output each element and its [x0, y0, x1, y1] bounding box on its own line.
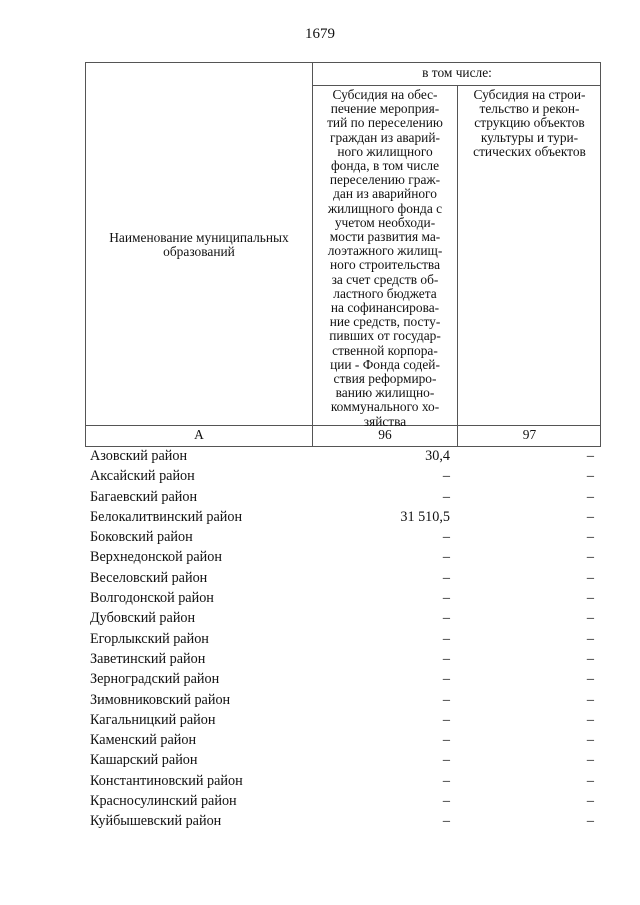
row-value-97: –	[586, 691, 594, 708]
row-value-96: –	[442, 610, 450, 627]
row-name: Зимовниковский район	[90, 691, 231, 708]
row-value-96: –	[442, 671, 450, 688]
row-value-96: –	[442, 529, 450, 546]
row-value-96: –	[442, 650, 450, 667]
row-value-96: –	[442, 569, 450, 586]
table-row	[90, 608, 600, 628]
row-value-97: –	[586, 529, 594, 546]
table-row	[90, 730, 600, 750]
row-name: Заветинский район	[90, 650, 206, 667]
row-name: Дубовский район	[90, 610, 196, 627]
row-name: Каменский район	[90, 732, 197, 749]
index-97: 97	[522, 427, 537, 442]
row-value-96: –	[442, 468, 450, 485]
table-body	[90, 446, 600, 832]
row-value-97: –	[586, 590, 594, 607]
row-value-96: –	[442, 732, 450, 749]
table-row	[90, 568, 600, 588]
row-name: Веселовский район	[90, 569, 208, 586]
index-name: А	[194, 427, 204, 442]
row-name: Азовский район	[90, 448, 188, 464]
header-divider-group	[312, 85, 601, 86]
header-name-col: Наименование муниципальных образований	[109, 230, 289, 260]
row-name: Кагальницкий район	[90, 711, 216, 728]
row-value-96: –	[442, 488, 450, 505]
table-row	[90, 649, 600, 669]
row-value-96: 31 510,5	[400, 508, 450, 525]
row-name: Белокалитвинский район	[90, 508, 243, 525]
row-value-96: 30,4	[425, 448, 450, 464]
row-value-96: –	[442, 772, 450, 789]
row-name: Волгодонской район	[90, 590, 214, 607]
row-value-97: –	[586, 772, 594, 789]
row-name: Боковский район	[90, 529, 193, 546]
table-row	[90, 547, 600, 567]
table-row	[90, 507, 600, 527]
row-name: Багаевский район	[90, 488, 198, 505]
row-value-97: –	[586, 569, 594, 586]
row-value-97: –	[586, 813, 594, 830]
row-value-97: –	[586, 488, 594, 505]
row-name: Куйбышевский район	[90, 813, 222, 830]
table-row	[90, 791, 600, 811]
header-group: в том числе:	[422, 65, 492, 80]
table-row	[90, 588, 600, 608]
header-col-97: Субсидия на строи- тельство и рекон- струкцию объектов культуры и тури- стических объектов	[473, 87, 586, 159]
row-value-97: –	[586, 671, 594, 688]
row-value-96: –	[442, 793, 450, 810]
row-name: Зерноградский район	[90, 671, 220, 688]
table-row	[90, 669, 600, 689]
row-name: Константиновский район	[90, 772, 243, 789]
row-value-97: –	[586, 630, 594, 647]
row-value-96: –	[442, 691, 450, 708]
index-96: 96	[378, 427, 392, 442]
table-row	[90, 446, 600, 466]
header-col-96: Субсидия на обес- печение мероприя- тий по переселению граждан из аварий- ного жилищного фонда, в том числе переселению граж- дан из аварийного жилищного фонда с учетом необходи- мости развития ма- лоэтажного жилищ- ного строительства за счет средств об- ластного бюджета на софинансирова- ние средств, посту- пивших от государ- ственной корпора- ции - Фонда содей- ствия реформиро- ванию жилищно- коммунального хо- зяйства	[327, 87, 443, 429]
row-value-97: –	[586, 448, 594, 464]
row-name: Кашарский район	[90, 752, 198, 769]
page-number: 1679	[305, 26, 335, 42]
row-value-97: –	[586, 711, 594, 728]
row-value-97: –	[586, 732, 594, 749]
row-value-96: –	[442, 590, 450, 607]
row-value-97: –	[586, 793, 594, 810]
row-value-97: –	[586, 549, 594, 566]
table-row	[90, 527, 600, 547]
row-value-96: –	[442, 711, 450, 728]
row-value-97: –	[586, 610, 594, 627]
table-row	[90, 690, 600, 710]
row-name: Аксайский район	[90, 468, 195, 485]
table-row	[90, 750, 600, 770]
row-value-97: –	[586, 752, 594, 769]
row-value-97: –	[586, 468, 594, 485]
table-row	[90, 466, 600, 486]
row-name: Егорлыкский район	[90, 630, 209, 647]
row-value-96: –	[442, 549, 450, 566]
row-value-97: –	[586, 508, 594, 525]
row-value-97: –	[586, 650, 594, 667]
table-row	[90, 811, 600, 831]
row-value-96: –	[442, 630, 450, 647]
row-value-96: –	[442, 752, 450, 769]
table-row	[90, 771, 600, 791]
table-row	[90, 487, 600, 507]
row-name: Красносулинский район	[90, 793, 237, 810]
row-name: Верхнедонской район	[90, 549, 222, 566]
table-row	[90, 710, 600, 730]
table-row	[90, 629, 600, 649]
row-value-96: –	[442, 813, 450, 830]
